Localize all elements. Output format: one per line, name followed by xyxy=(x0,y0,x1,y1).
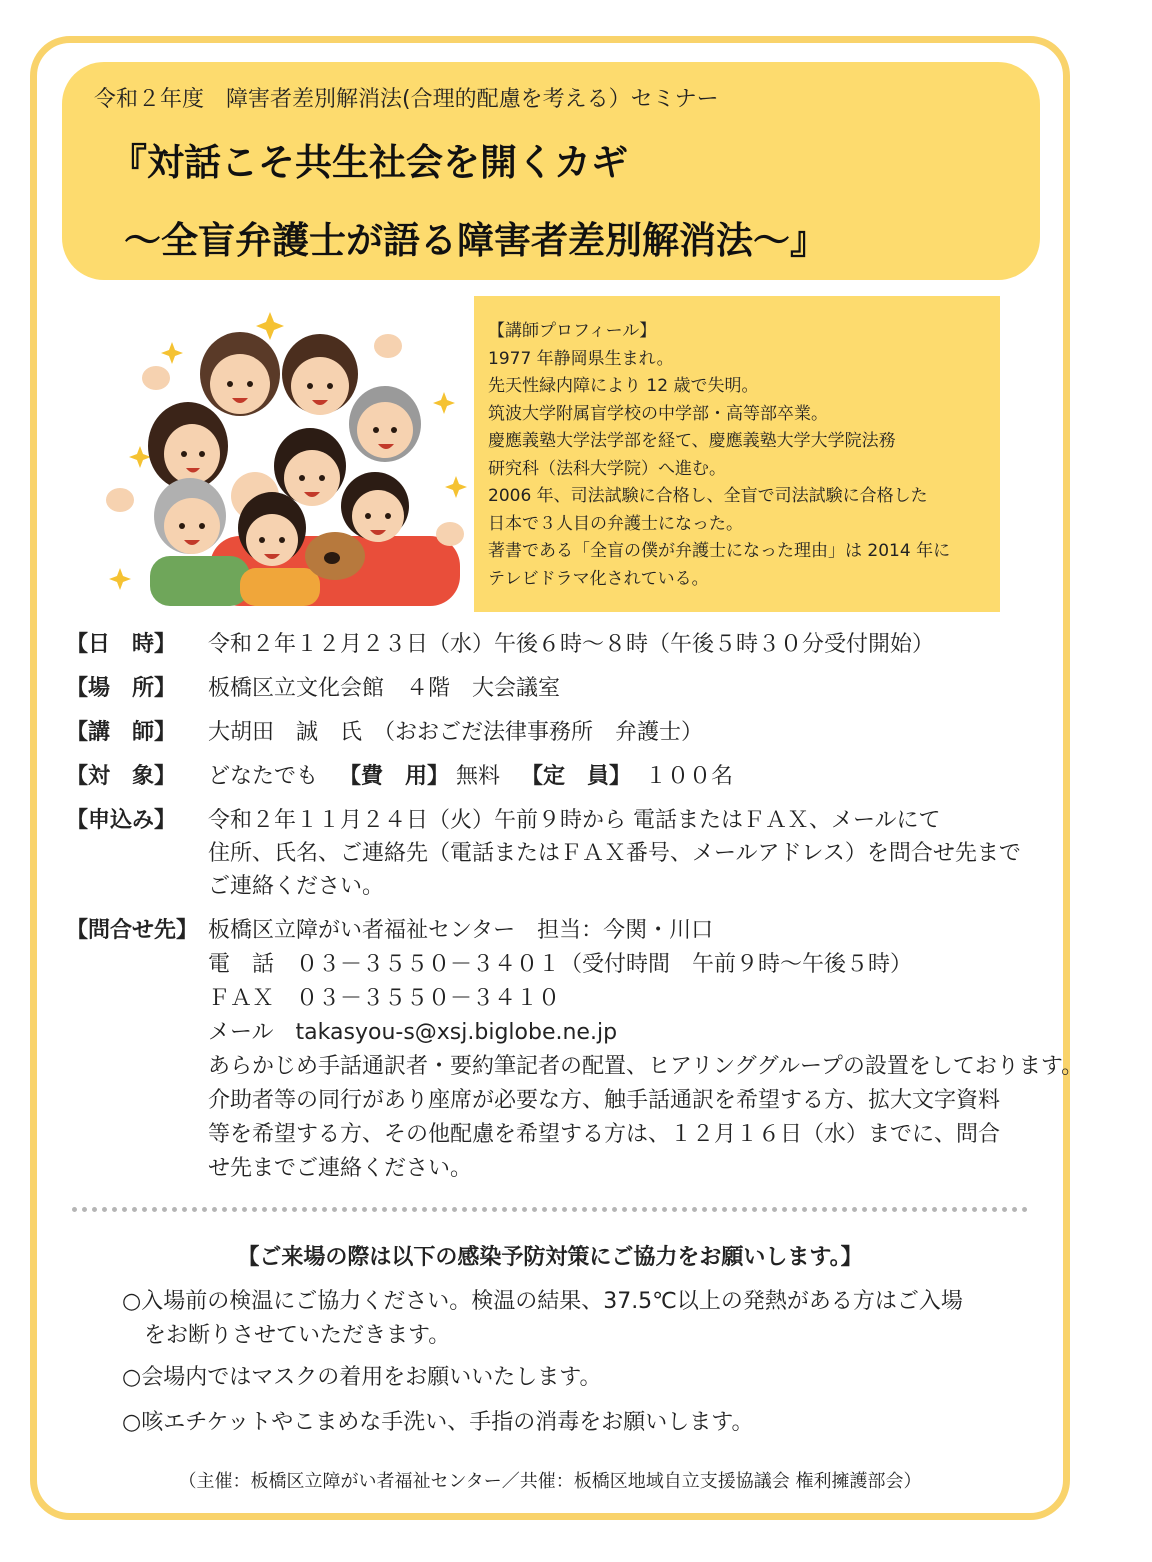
target-fee-capacity-values xyxy=(208,760,733,794)
notice-title: 【ご来場の際は以下の感染予防対策にご協力をお願いします。】 xyxy=(237,1245,863,1270)
fee-value: 無料 xyxy=(456,764,501,789)
profile-line: テレビドラマ化されている。 xyxy=(488,568,709,589)
apply-line: 令和２年１１月２４日（火）午前９時から 電話またはＦＡＸ、メールにて xyxy=(208,808,941,833)
profile-line: 著書である「全盲の僕が弁護士になった理由」は 2014 年に xyxy=(488,541,951,561)
profile-line: 1977 年静岡県生まれ。 xyxy=(488,348,674,369)
organizer-footer: （主催：板橋区立障がい者福祉センター／共催：板橋区地域自立支援協議会 権利擁護部会） xyxy=(178,1471,922,1492)
place-label: 【場 所】 xyxy=(66,676,177,701)
title-line-2: ～全盲弁護士が語る障害者差別解消法～』 xyxy=(124,219,827,262)
profile-line: 先天性緑内障により 12 歳で失明。 xyxy=(488,376,759,396)
contact-line: 等を希望する方、その他配慮を希望する方は、１２月１６日（水）までに、問合 xyxy=(208,1122,1001,1147)
notice-item: をお断りさせていただきます。 xyxy=(122,1323,451,1348)
contact-line: 板橋区立障がい者福祉センター 担当：今関・川口 xyxy=(208,918,714,943)
apply-line: 住所、氏名、ご連絡先（電話またはＦＡＸ番号、メールアドレス）を問合せ先まで xyxy=(208,841,1021,866)
title-line-1: 『対話こそ共生社会を開くカギ xyxy=(110,141,628,184)
seminar-subtitle: 令和２年度 障害者差別解消法(合理的配慮を考える）セミナー xyxy=(94,87,719,112)
contact-line: せ先までご連絡ください。 xyxy=(208,1156,473,1181)
contact-label: 【問合せ先】 xyxy=(66,918,199,943)
capacity-label: 【定 員】 xyxy=(521,764,632,789)
contact-line: あらかじめ手話通訳者・要約筆記者の配置、ヒアリンググループの設置をしております。 xyxy=(208,1054,1084,1079)
lecturer-profile-box xyxy=(474,296,1000,612)
contact-fax: ＦＡＸ ０３－３５５０－３４１０ xyxy=(208,986,561,1011)
date-value: 令和２年１２月２３日（水）午後６時～８時（午後５時３０分受付開始） xyxy=(208,632,935,657)
contact-email: メール takasyou-s@xsj.biglobe.ne.jp xyxy=(208,1020,618,1045)
notice-item: ○入場前の検温にご協力ください。検温の結果、37.5℃以上の発熱がある方はご入場 xyxy=(122,1289,963,1314)
fee-label: 【費 用】 xyxy=(339,764,450,789)
profile-line: 筑波大学附属盲学校の中学部・高等部卒業。 xyxy=(488,403,828,424)
profile-line: 日本で３人目の弁護士になった。 xyxy=(488,513,743,534)
contact-line: 介助者等の同行があり座席が必要な方、触手話通訳を希望する方、拡大文字資料 xyxy=(208,1088,1001,1113)
notice-item: ○咳エチケットやこまめな手洗い、手指の消毒をお願いします。 xyxy=(122,1410,754,1435)
date-label: 【日 時】 xyxy=(66,632,177,657)
profile-line: 研究科（法科大学院）へ進む。 xyxy=(488,458,726,479)
profile-line: 2006 年、司法試験に合格し、全盲で司法試験に合格した xyxy=(488,486,928,506)
lecturer-value: 大胡田 誠 氏 （おおごだ法律事務所 弁護士） xyxy=(208,720,704,745)
profile-line: 慶應義塾大学法学部を経て、慶應義塾大学大学院法務 xyxy=(488,431,896,451)
apply-line: ご連絡ください。 xyxy=(208,874,385,899)
contact-phone: 電 話 ０３－３５５０－３４０１（受付時間 午前９時～午後５時） xyxy=(208,952,913,977)
capacity-value: １００名 xyxy=(645,764,734,789)
target-value: どなたでも xyxy=(208,764,319,789)
profile-heading: 【講師プロフィール】 xyxy=(488,321,657,341)
lecturer-label: 【講 師】 xyxy=(66,720,177,745)
target-label: 【対 象】 xyxy=(66,764,177,789)
notice-item: ○会場内ではマスクの着用をお願いいたします。 xyxy=(122,1365,602,1390)
people-crowd-illustration xyxy=(100,306,470,606)
place-value: 板橋区立文化会館 ４階 大会議室 xyxy=(208,676,561,701)
dotted-divider xyxy=(72,1207,1028,1212)
header-banner xyxy=(62,62,1040,280)
apply-label: 【申込み】 xyxy=(66,808,177,833)
